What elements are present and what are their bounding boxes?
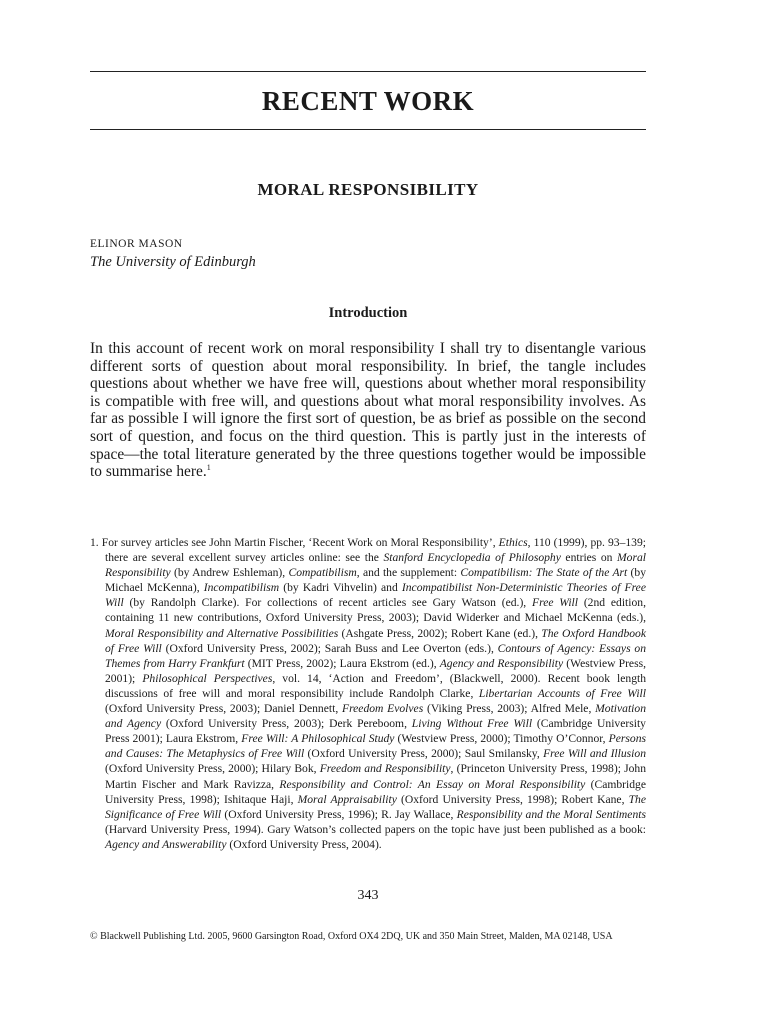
footnote-title-italic: Persons and Causes: The Metaphysics of Free Will: [105, 732, 647, 761]
bottom-rule: [90, 129, 646, 130]
footnote-1: [90, 535, 646, 852]
footnote-title-italic: Libertarian Accounts of Free Will: [478, 686, 646, 700]
footnote-title-italic: Free Will: [532, 596, 578, 610]
footnote-text-segment: (Westview Press, 2000); Timothy O’Connor,: [394, 732, 609, 746]
footnote-text-segment: (2nd edition, containing 11 new contributions, Oxford University Press, 2003); David Widerker and Michael McKenna (eds.),: [105, 596, 646, 625]
footnote-text-segment: (Cambridge University Press, 1998); Ishitaque Haji,: [105, 777, 647, 806]
footnote-text-segment: (by Kadri Vihvelin) and: [279, 581, 402, 595]
page-number: 343: [357, 888, 379, 903]
footnote-title-italic: Stanford Encyclopedia of Philosophy: [383, 551, 561, 565]
footnote-title-italic: Ethics: [498, 536, 528, 549]
footnote-text-segment: (by Andrew Eshleman),: [170, 566, 289, 580]
footnote-text-segment: (Oxford University Press, 2000); Hilary Bok,: [105, 762, 320, 776]
footnote-marker[interactable]: 1: [206, 463, 211, 473]
footnote-title-italic: The Significance of Free Will: [105, 792, 646, 821]
author-affiliation: The University of Edinburgh: [90, 254, 256, 270]
footnote-title-italic: Moral Appraisability: [297, 792, 397, 806]
footnote-title-italic: Moral Responsibility: [105, 551, 646, 580]
footnote-title-italic: Living Without Free Will: [411, 717, 533, 731]
footnote-text-segment: , and the supplement:: [356, 566, 461, 580]
footnote-text-segment: (Oxford University Press, 2003); Daniel Dennett,: [105, 702, 342, 716]
footnote-number: 1.: [90, 536, 99, 549]
footnote-title-italic: Responsibility and the Moral Sentiments: [456, 807, 646, 821]
footnote-title-italic: Contours of Agency: Essays on Themes from Harry Frankfurt: [105, 641, 646, 670]
footnote-text-segment: (Oxford University Press, 1998); Robert Kane,: [396, 792, 629, 806]
author-name: ELINOR MASON: [90, 238, 183, 250]
footnote-text-segment: , 110 (1999), pp. 93–139; there are several excellent survey articles online: see the: [105, 536, 646, 565]
footnote-text-segment: (Oxford University Press, 2002); Sarah Buss and Lee Overton (eds.),: [161, 641, 498, 655]
footnote-text-segment: (Harvard University Press, 1994). Gary Watson’s collected papers on the topic have just been published as a book:: [105, 822, 646, 836]
footnote-title-italic: Responsibility and Control: An Essay on Moral Responsibility: [279, 777, 586, 791]
footnote-title-italic: Philosophical Perspectives: [142, 671, 273, 685]
footnote-text-segment: (Cambridge University Press 2001); Laura Ekstrom,: [105, 717, 646, 746]
footnote-title-italic: Freedom Evolves: [341, 702, 424, 716]
copyright-notice: © Blackwell Publishing Ltd. 2005, 9600 Garsington Road, Oxford OX4 2DQ, UK and 350 Main Street, Malden, MA 02148, USA: [90, 931, 613, 942]
footnote-title-italic: Incompatibilism: [203, 581, 280, 595]
introduction-paragraph: [90, 340, 646, 481]
footnote-text-segment: (Ashgate Press, 2002); Robert Kane (ed.),: [338, 626, 542, 640]
footnote-text-segment: (Oxford University Press, 2004).: [226, 837, 382, 851]
top-rule: [90, 71, 646, 72]
footnote-title-italic: Compatibilism: The State of the Art: [460, 566, 628, 580]
footnote-title-italic: Agency and Answerability: [105, 837, 227, 851]
footnote-title-italic: Free Will and Illusion: [543, 747, 646, 761]
footnote-title-italic: Compatibilism: [288, 566, 357, 580]
article-title: MORAL RESPONSIBILITY: [257, 180, 479, 199]
footnote-text-segment: (Viking Press, 2003); Alfred Mele,: [423, 702, 596, 716]
footnote-text-segment: , (Princeton University Press, 1998); John Martin Fischer and Mark Ravizza,: [105, 762, 646, 791]
footnote-text-segment: (Oxford University Press, 2003); Derk Pereboom,: [161, 717, 412, 731]
footnote-text-segment: (Westview Press, 2001);: [105, 656, 647, 685]
footnote-text-segment: For survey articles see John Martin Fischer, ‘Recent Work on Moral Responsibility’,: [101, 536, 499, 549]
footnote-text-segment: (Oxford University Press, 2000); Saul Smilansky,: [304, 747, 544, 761]
footnote-title-italic: The Oxford Handbook of Free Will: [105, 626, 646, 655]
footnote-title-italic: Motivation and Agency: [105, 702, 646, 731]
footnote-title-italic: Agency and Responsibility: [439, 656, 564, 670]
footnote-title-italic: Freedom and Responsibility: [319, 762, 451, 776]
introduction-text: In this account of recent work on moral responsibility I shall try to disentangle various different sorts of question about moral responsibility. In brief, the tangle includes questions about whether we have free will, questions about whether moral responsibility is compatible with free will, and questions about what moral responsibility involves. As far as possible I will ignore the first sort of question, be as brief as possible on the second sort of question, and focus on the third question. This is partly just in the interests of space—the total literature generated by the three questions together would be impossible to summarise here.: [90, 340, 646, 481]
footnote-text-segment: (MIT Press, 2002); Laura Ekstrom (ed.),: [244, 656, 440, 670]
footnote-title-italic: Moral Responsibility and Alternative Possibilities: [105, 626, 339, 640]
footnote-text-segment: , vol. 14, ‘Action and Freedom’, (Blackwell, 2000). Recent book length discussions of free will and moral responsibility include Randolph Clarke,: [105, 671, 647, 700]
footnote-text-segment: (by Randolph Clarke). For collections of recent articles see Gary Watson (ed.),: [123, 596, 533, 610]
footnote-text-segment: entries on: [560, 551, 618, 565]
footnote-title-italic: Incompatibilist Non-Deterministic Theories of Free Will: [105, 581, 646, 610]
section-heading: RECENT WORK: [261, 86, 475, 116]
footnote-text: [102, 536, 646, 851]
footnote-text-segment: (by Michael McKenna),: [105, 566, 646, 595]
footnote-title-italic: Free Will: A Philosophical Study: [241, 732, 395, 746]
footnote-text-segment: (Oxford University Press, 1996); R. Jay Wallace,: [221, 807, 457, 821]
introduction-heading: Introduction: [328, 305, 408, 321]
